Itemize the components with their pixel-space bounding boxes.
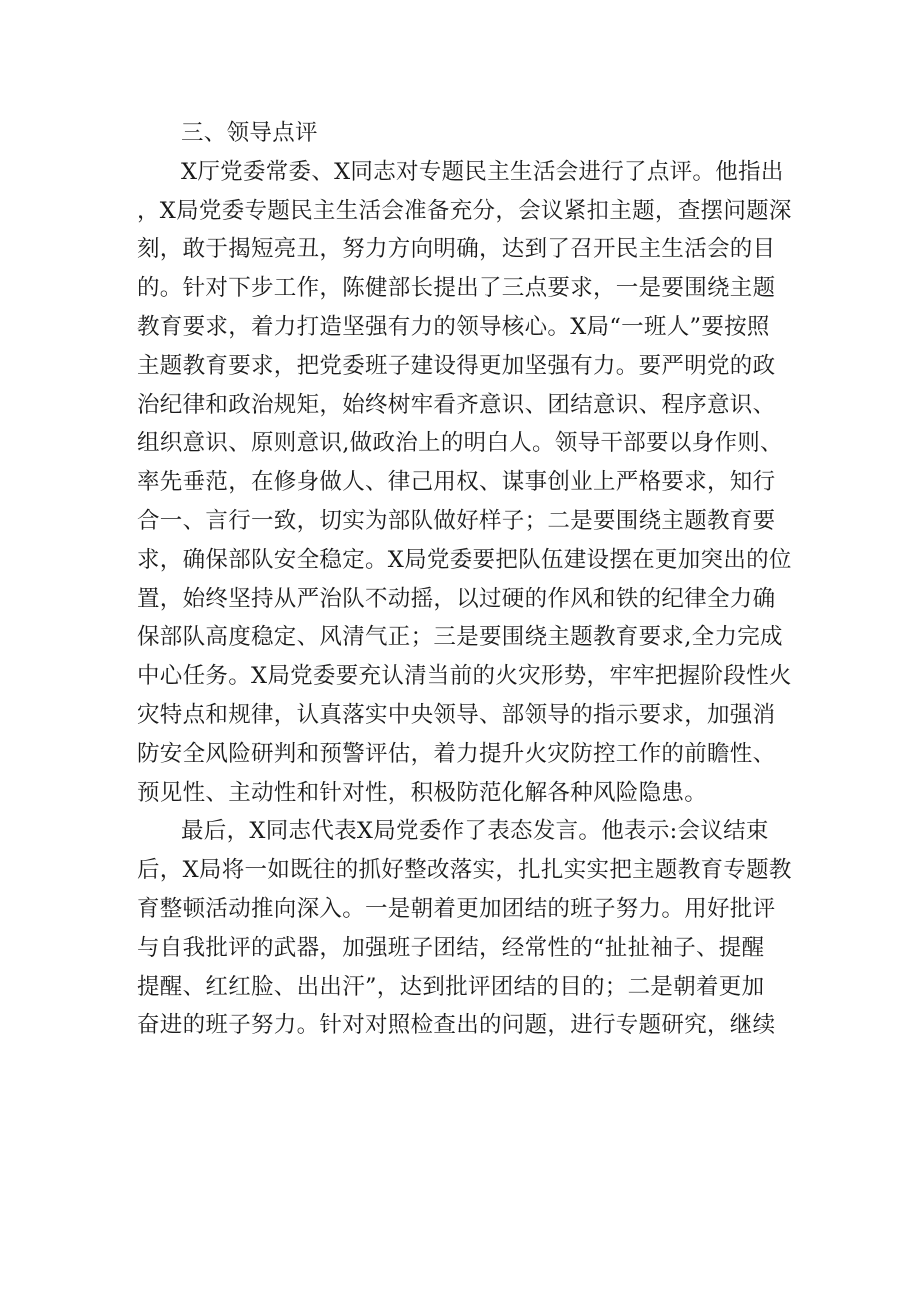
paragraph-line: 治纪律和政治规矩，始终树牢看齐意识、团结意识、程序意识、 xyxy=(137,391,776,418)
paragraph-line: 与自我批评的武器，加强班子团结，经常性的“扯扯袖子、提醒 xyxy=(137,934,765,961)
paragraph-line: 合一、言行一致，切实为部队做好样子；二是要围绕主题教育要 xyxy=(137,507,776,534)
paragraph-line: X厅党委常委、X同志对专题民主生活会进行了点评。他指出 xyxy=(181,158,784,185)
paragraph-line: 防安全风险研判和预警评估，着力提升火灾防控工作的前瞻性、 xyxy=(137,740,776,767)
document-body xyxy=(137,114,823,1045)
paragraph-line: 组织意识、原则意识,做政治上的明白人。领导干部要以身作则、 xyxy=(137,430,783,457)
paragraph-line: 最后，X同志代表X局党委作了表态发言。他表示:会议结束 xyxy=(181,818,769,845)
paragraph-line: 中心任务。X局党委要充认清当前的火灾形势，牢牢把握阶段性火 xyxy=(137,663,792,690)
paragraph-line: 后，X局将一如既往的抓好整改落实，扎扎实实把主题教育专题教 xyxy=(137,857,792,884)
paragraph-line: 刻，敢于揭短亮丑，努力方向明确，达到了召开民主生活会的目 xyxy=(137,236,776,263)
paragraph-line: 保部队高度稳定、风清气正；三是要围绕主题教育要求,全力完成 xyxy=(137,624,783,651)
section-heading: 三、领导点评 xyxy=(181,120,318,146)
paragraph-line: 置，始终坚持从严治队不动摇，以过硬的作风和铁的纪律全力确 xyxy=(137,585,776,612)
paragraph-line: 教育要求，着力打造坚强有力的领导核心。X局“一班人”要按照 xyxy=(137,313,770,340)
paragraph-line: 预见性、主动性和针对性，积极防范化解各种风险隐患。 xyxy=(137,779,708,806)
paragraph-line: 主题教育要求，把党委班子建设得更加坚强有力。要严明党的政 xyxy=(137,352,776,379)
paragraph-line: 求，确保部队安全稳定。X局党委要把队伍建设摆在更加突出的位 xyxy=(137,546,792,573)
paragraph-line: 的。针对下步工作，陈健部长提出了三点要求，一是要围绕主题 xyxy=(137,275,776,302)
paragraph-line: 奋进的班子努力。针对对照检查出的问题，进行专题研究，继续 xyxy=(137,1012,776,1039)
paragraph-line: 灾特点和规律，认真落实中央领导、部领导的指示要求，加强消 xyxy=(137,701,776,728)
paragraph-line: ，X局党委专题民主生活会准备充分，会议紧扣主题，查摆问题深 xyxy=(137,197,792,224)
paragraph-line: 提醒、红红脸、出出汗”，达到批评团结的目的；二是朝着更加 xyxy=(137,973,765,1000)
paragraph-line: 育整顿活动推向深入。一是朝着更加团结的班子努力。用好批评 xyxy=(137,895,776,922)
paragraph-line: 率先垂范，在修身做人、律己用权、谋事创业上严格要求，知行 xyxy=(137,469,776,496)
